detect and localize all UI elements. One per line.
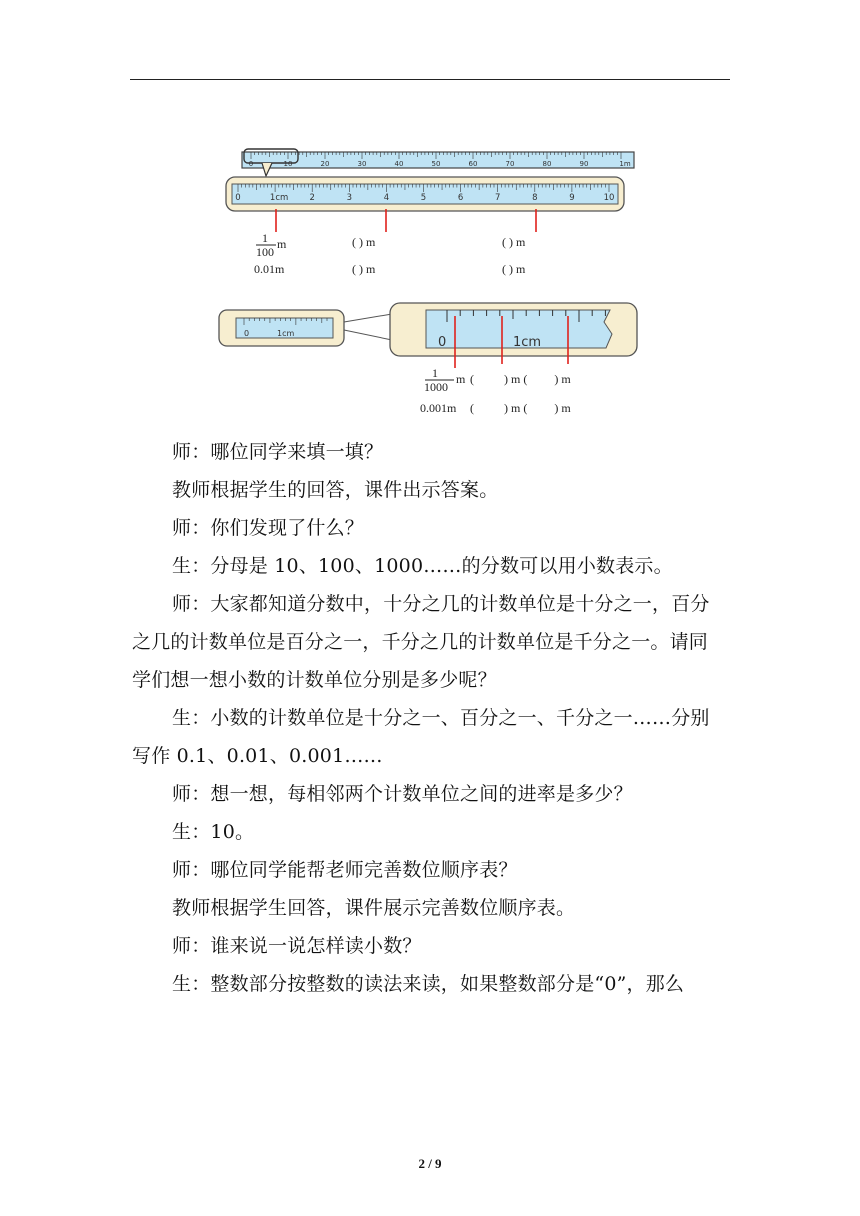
row3-frac-den: 1000	[424, 380, 448, 394]
page-number: 2 / 9	[418, 1156, 442, 1171]
small-ruler-label-1cm: 1cm	[277, 329, 295, 338]
paragraph: 生：分母是 10、100、1000……的分数可以用小数表示。	[172, 555, 673, 577]
row3-blanks: ( ) m ( ) m	[470, 372, 571, 386]
row1-frac-unit: m	[277, 237, 287, 251]
ruler-label: 30	[357, 160, 367, 168]
ruler-label: 1m	[619, 160, 631, 168]
ruler-label: 7	[494, 193, 501, 203]
ruler-label: 2	[309, 193, 315, 203]
paragraph: 教师根据学生回答，课件展示完善数位顺序表。	[172, 897, 576, 919]
row1-frac-num: 1	[262, 231, 268, 245]
ruler-label: 3	[346, 193, 353, 203]
ruler-label: 20	[320, 160, 330, 168]
paragraph: 生：10。	[172, 821, 255, 843]
zoom-ruler2-label-0: 0	[438, 335, 447, 350]
ruler-label: 90	[579, 160, 589, 168]
zoom-ruler2-label-1cm: 1cm	[513, 335, 542, 350]
row1-blank2: ( ) m	[502, 235, 526, 249]
ruler-label: 40	[394, 160, 404, 168]
ruler-label: 0	[235, 193, 241, 203]
row2-decimal: 0.01m	[254, 262, 285, 276]
text-body	[132, 433, 732, 1003]
ruler-label: 10	[283, 160, 293, 168]
row2-blank1: ( ) m	[352, 262, 376, 276]
ruler-label: 1cm	[269, 193, 289, 203]
ruler-label: 70	[505, 160, 515, 168]
row1-frac-den: 100	[256, 245, 274, 259]
ruler-label: 50	[431, 160, 441, 168]
ruler-label: 6	[457, 193, 464, 203]
paragraph: 师：哪位同学来填一填？	[172, 441, 384, 463]
ruler-label: 10	[603, 193, 615, 203]
paragraph: 生：小数的计数单位是十分之一、百分之一、千分之一……分别 写作 0.1、0.01、0.001……	[132, 707, 710, 767]
ruler-label: 80	[542, 160, 552, 168]
ruler-label: 8	[532, 193, 538, 203]
ruler-label: 9	[569, 193, 575, 203]
paragraph: 生：整数部分按整数的读法来读，如果整数部分是“0”，那么	[172, 973, 685, 995]
paragraph: 教师根据学生的回答，课件出示答案。	[172, 479, 499, 501]
row4-decimal: 0.001m	[420, 401, 457, 415]
ruler-figure	[0, 0, 860, 430]
ruler-label: 4	[383, 193, 390, 203]
row3-frac-num: 1	[432, 366, 438, 380]
row1-blank1: ( ) m	[352, 235, 376, 249]
paragraph: 师：大家都知道分数中，十分之几的计数单位是十分之一，百分 之几的计数单位是百分之一，千分之几的计数单位是千分之一。请同 学们想一想小数的计数单位分别是多少呢？	[132, 593, 710, 691]
zoom-connector	[344, 314, 392, 340]
ruler-label: 5	[420, 193, 427, 203]
row3-frac-unit: m	[456, 372, 466, 386]
paragraph: 师：哪位同学能帮老师完善数位顺序表？	[172, 859, 518, 881]
row2-blank2: ( ) m	[502, 262, 526, 276]
paragraph: 师：你们发现了什么？	[172, 517, 365, 539]
ruler-label: 60	[468, 160, 478, 168]
magnifier-pointer	[262, 163, 272, 176]
paragraph: 师：想一想，每相邻两个计数单位之间的进率是多少？	[172, 783, 633, 805]
paragraph: 师：谁来说一说怎样读小数？	[172, 935, 422, 957]
row4-blanks: ( ) m ( ) m	[470, 401, 571, 415]
small-ruler-label-0: 0	[244, 329, 250, 338]
ruler-label: 0	[248, 160, 254, 168]
